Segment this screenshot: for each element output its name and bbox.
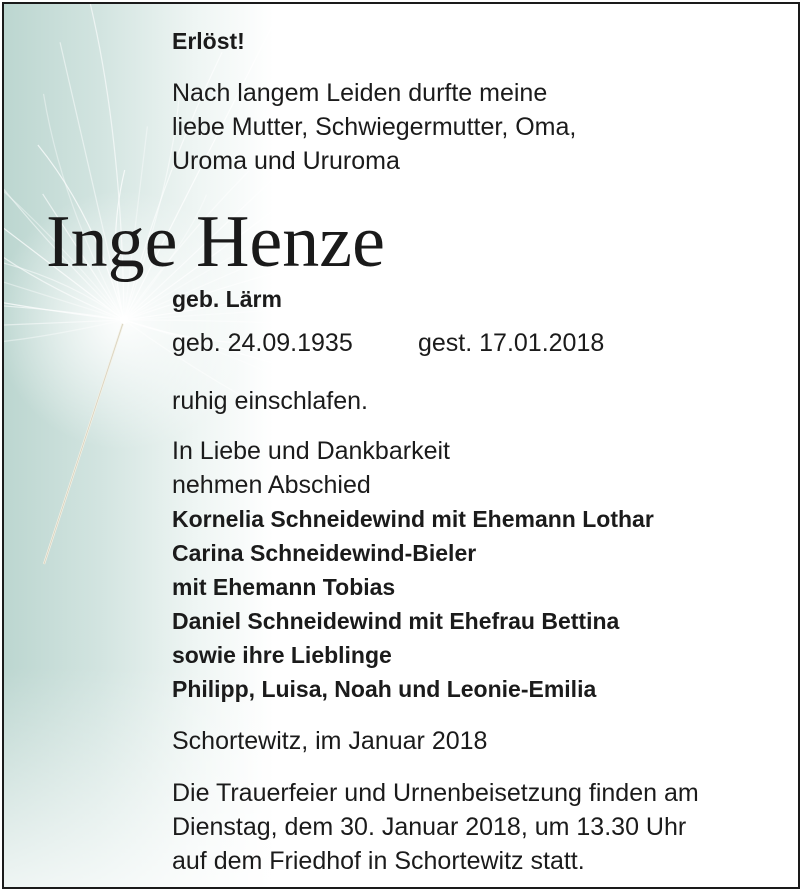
mourners-list <box>172 502 654 706</box>
intro-line: liebe Mutter, Schwiegermutter, Oma, <box>172 113 577 141</box>
birth-date: geb. 24.09.1935 <box>172 329 353 357</box>
passing-text: ruhig einschlafen. <box>172 387 368 415</box>
mourner-line: sowie ihre Lieblinge <box>172 642 392 668</box>
farewell-text <box>172 434 450 502</box>
maiden-name: geb. Lärm <box>172 286 282 312</box>
intro-text <box>172 76 576 178</box>
farewell-line: nehmen Abschied <box>172 471 371 499</box>
mourner-line: Carina Schneidewind-Bieler <box>172 540 477 566</box>
obituary-card <box>2 2 800 889</box>
intro-line: Nach langem Leiden durfte meine <box>172 79 548 107</box>
heading: Erlöst! <box>172 28 245 54</box>
intro-line: Uroma und Ururoma <box>172 147 400 175</box>
mourner-line: mit Ehemann Tobias <box>172 574 396 600</box>
mourner-line: Philipp, Luisa, Noah und Leonie-Emilia <box>172 676 597 702</box>
funeral-line: Die Trauerfeier und Urnenbeisetzung finden am <box>172 779 699 807</box>
mourner-line: Daniel Schneidewind mit Ehefrau Bettina <box>172 608 620 634</box>
place-date: Schortewitz, im Januar 2018 <box>172 727 488 755</box>
death-date: gest. 17.01.2018 <box>418 329 605 357</box>
farewell-line: In Liebe und Dankbarkeit <box>172 437 450 465</box>
deceased-name: Inge Henze <box>46 201 385 283</box>
mourner-line: Kornelia Schneidewind mit Ehemann Lothar <box>172 506 654 532</box>
funeral-line: Dienstag, dem 30. Januar 2018, um 13.30 Uhr <box>172 813 687 841</box>
funeral-line: auf dem Friedhof in Schortewitz statt. <box>172 847 585 875</box>
funeral-info <box>172 776 699 878</box>
